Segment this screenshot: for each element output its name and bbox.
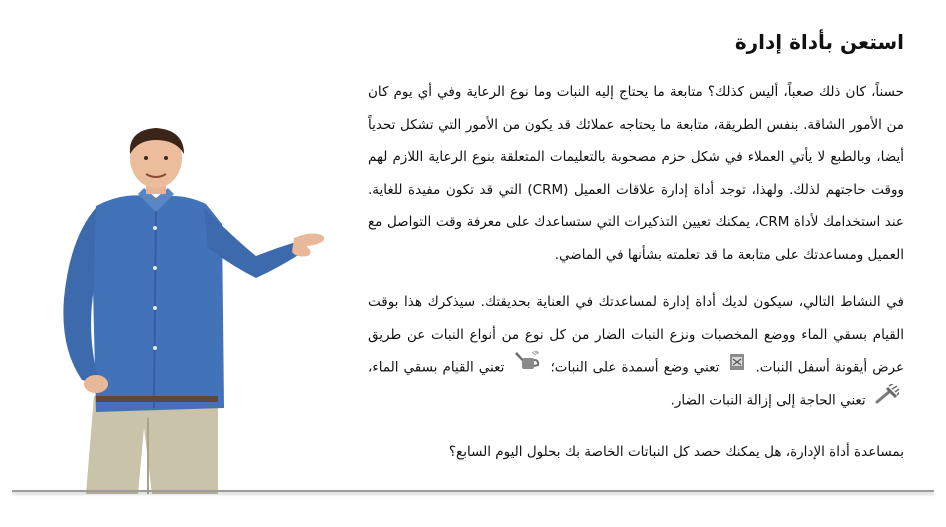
bottom-divider (12, 490, 934, 492)
activity-paragraph (368, 286, 904, 417)
slide-title: استعن بأداة إدارة (734, 30, 904, 54)
weeds-text: تعني الحاجة إلى إزالة النبات الضار. (670, 392, 866, 408)
presenter-figure (56, 128, 326, 494)
activity-intro-text: في النشاط التالي، سيكون لديك أداة إدارة لمساعدتك في العناية بحديقتك. سيذكرك هذا بوقت القيام بسقي الماء ووضع المخصبات ونزع النبات الضار من كل نوع من أنواع النبات عن طريق عرض أيقونة أسفل النبات. (368, 294, 905, 376)
intro-paragraph: حسناً، كان ذلك صعباً، أليس كذلك؟ متابعة ما يحتاج إليه النبات وما نوع الرعاية وفي أي يوم كان من الأمور الشاقة. بنفس الطريقة، متابعة ما يحتاجه عملائك قد يكون من الأمور التي تشكل تحدياً أيضا، وبالطبع لا يأتي العملاء في شكل حزم مصحوبة بالتعليمات المتعلقة بنوع الرعاية اللازم لهم ووقت حاجتهم لذلك. ولهذا، توجد أداة إدارة علاقات العميل (CRM) التي قد تكون مفيدة للغاية. عند استخدامك لأداة CRM، يمكنك تعيين التذكيرات التي ستساعدك على معرفة وقت التواصل مع العميل ومساعدتك على متابعة ما قد تعلمته بشأنها في الماضي. (368, 84, 904, 263)
question-paragraph: بمساعدة أداة الإدارة، هل يمكنك حصد كل النباتات الخاصة بك بحلول اليوم السابع؟ (448, 444, 904, 460)
fertilizer-bag-icon (729, 351, 745, 384)
water-text: تعني القيام بسقي الماء، (368, 359, 505, 376)
garden-rake-icon (875, 384, 899, 417)
watering-can-icon (514, 351, 540, 384)
fertilizer-text: تعني وضع أسمدة على النبات؛ (550, 359, 720, 376)
